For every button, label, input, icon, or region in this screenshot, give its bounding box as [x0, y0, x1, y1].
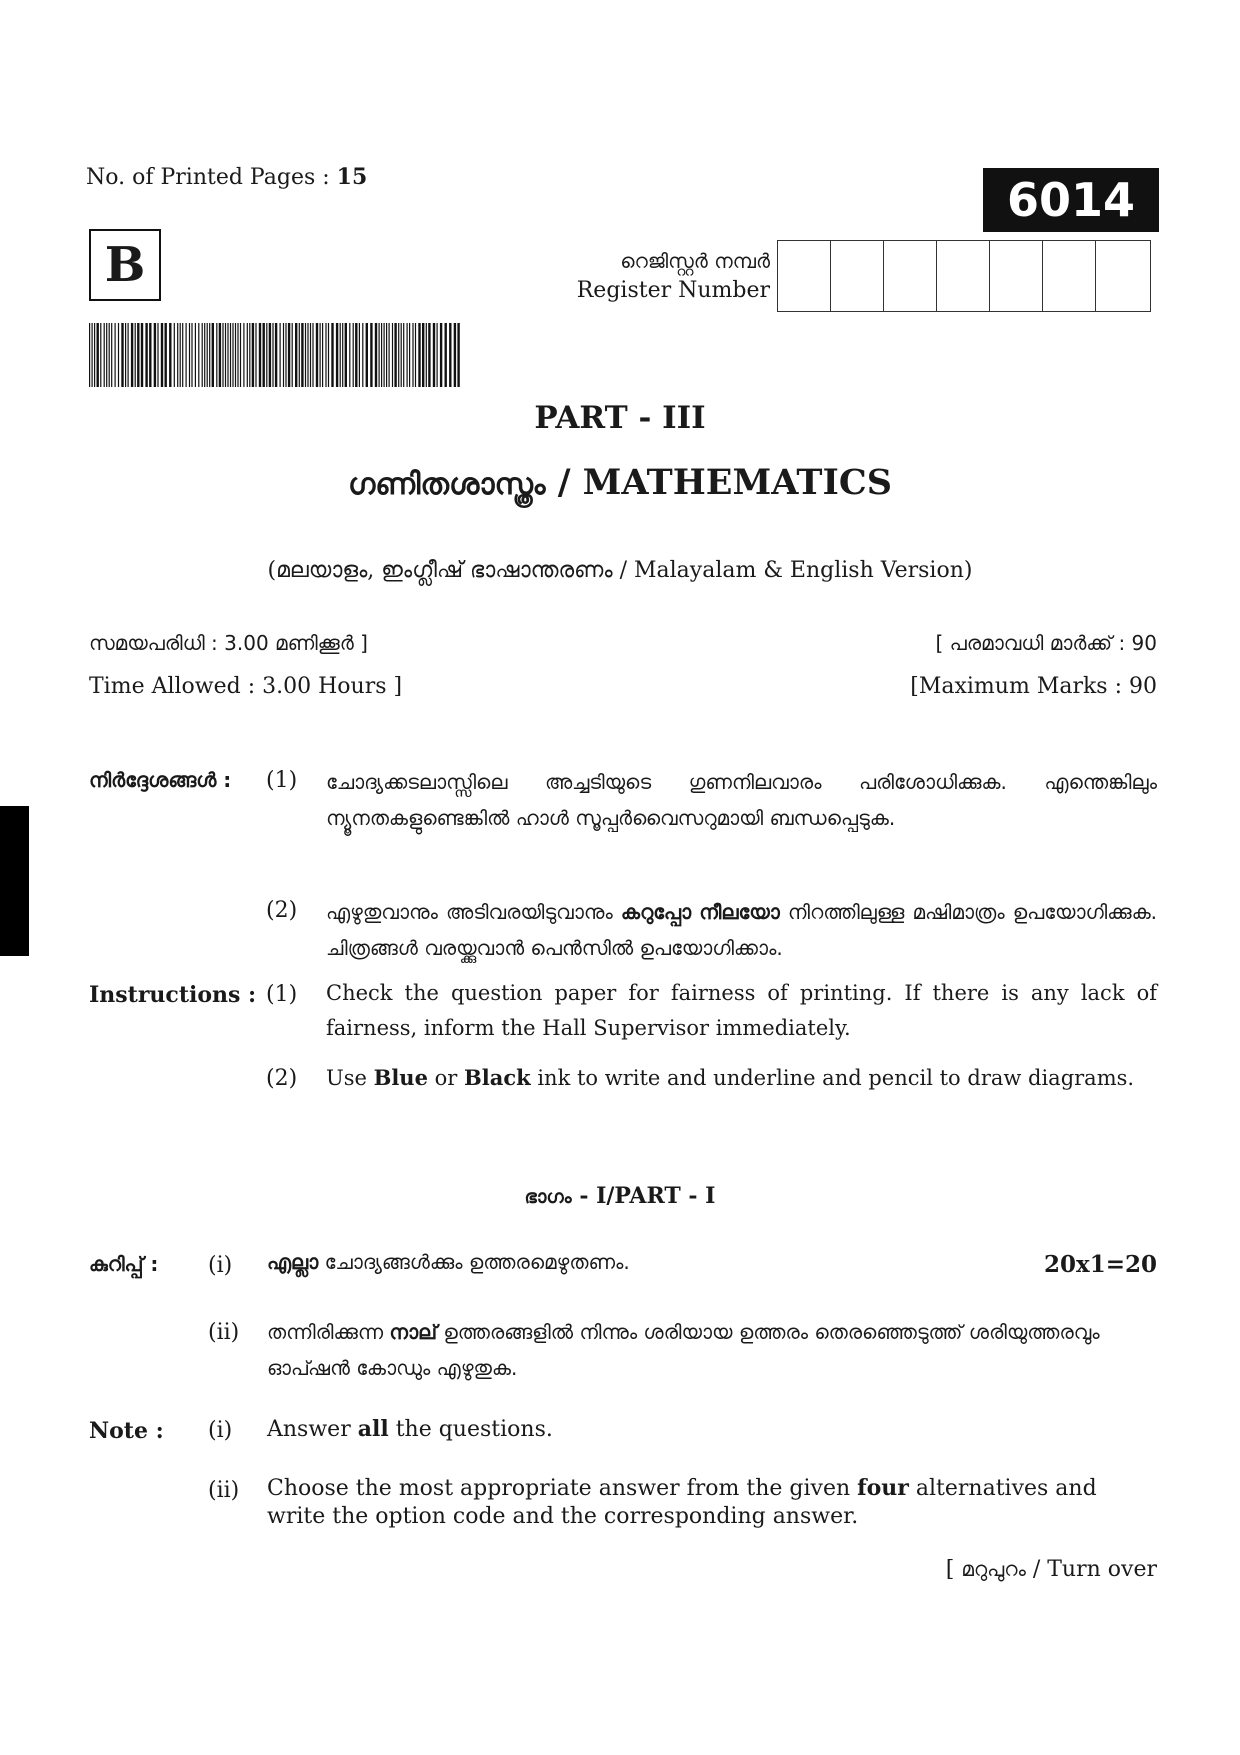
barcode-bar [272, 323, 273, 387]
barcode-bar [169, 323, 171, 387]
barcode-bar [235, 323, 236, 387]
barcode-bar [128, 323, 129, 387]
barcode-bar [219, 323, 221, 387]
barcode-bar [362, 323, 363, 387]
instruction-bold-black: കറുപ്പോ [620, 900, 692, 924]
printed-pages-label: No. of Printed Pages : [86, 165, 330, 190]
barcode-bar [331, 323, 333, 387]
barcode-bar [186, 323, 187, 387]
time-allowed-ml: സമയപരിധി : 3.00 മണിക്കൂർ ] [89, 631, 368, 655]
instructions-label-ml: നിർദ്ദേശങ്ങൾ : [89, 768, 232, 792]
instruction-bold-blue: Blue [373, 1065, 428, 1090]
barcode-bar [437, 323, 438, 387]
barcode-bar [445, 323, 447, 387]
barcode-bar [407, 323, 408, 387]
barcode-bar [207, 323, 208, 387]
max-marks-ml: [ പരമാവധി മാർക്ക് : 90 [935, 631, 1157, 655]
barcode-bar [394, 323, 396, 387]
barcode-bar [370, 323, 372, 387]
barcode-bar [269, 323, 271, 387]
subject-title-separator: / [557, 462, 571, 503]
max-marks-en: [Maximum Marks : 90 [910, 674, 1157, 699]
register-digit-box[interactable] [1043, 241, 1096, 311]
barcode-bar [149, 323, 151, 387]
barcode-bar [94, 323, 95, 387]
section-title-ml: ഭാഗം [524, 1186, 572, 1208]
barcode-bar [418, 323, 420, 387]
register-digit-box[interactable] [778, 241, 831, 311]
barcode-bar [225, 323, 226, 387]
time-marks-row-en [89, 674, 1157, 699]
barcode-bar [403, 323, 404, 387]
note-text-part: തന്നിരിക്കുന്ന [267, 1320, 390, 1344]
turn-over-bracket: [ [945, 1557, 962, 1582]
barcode-bar [247, 323, 248, 387]
barcode-bar [381, 323, 382, 387]
version-line: (മലയാളം, ഇംഗ്ലീഷ് ഭാഷാന്തരണം / Malayalam & English Version) [267, 558, 973, 583]
instruction-text-en-2 [326, 1060, 1157, 1096]
section-title-en: - I/PART - I [571, 1183, 716, 1209]
barcode-bar [157, 323, 158, 387]
paper-code-box: 6014 [983, 168, 1159, 232]
barcode-bar [263, 323, 265, 387]
register-digit-box[interactable] [937, 241, 990, 311]
barcode-bar [135, 323, 136, 387]
barcode-bar [283, 323, 284, 387]
register-number-grid[interactable] [777, 240, 1151, 312]
barcode-bar [182, 323, 183, 387]
barcode-bar [336, 323, 338, 387]
instruction-number: (1) [266, 982, 298, 1007]
barcode-bar [386, 323, 387, 387]
marks-scheme: 20x1=20 [1043, 1251, 1157, 1278]
barcode-bar [259, 323, 261, 387]
register-number-label [500, 246, 770, 306]
barcode-bar [457, 323, 459, 387]
note-text-en-2 [267, 1474, 1127, 1531]
barcode-bar [299, 323, 300, 387]
barcode-bar [422, 323, 424, 387]
barcode-bar [118, 323, 119, 387]
instruction-text-part: Use [326, 1066, 374, 1090]
register-label-en: Register Number [576, 278, 770, 303]
part-title: PART - III [534, 400, 706, 436]
barcode-bar [209, 323, 210, 387]
barcode-bar [440, 323, 442, 387]
instruction-text-ml-2 [326, 894, 1157, 966]
note-number: (ii) [208, 1478, 240, 1503]
barcode-bar [212, 323, 214, 387]
barcode-bar [322, 323, 323, 387]
barcode-bar [237, 323, 238, 387]
barcode-bar [398, 323, 399, 387]
barcode-bar [310, 323, 311, 387]
turn-over-label [800, 1557, 1157, 1582]
barcode-bar [415, 323, 416, 387]
barcode-bar [353, 323, 354, 387]
barcode-bar [392, 323, 393, 387]
barcode-image [89, 323, 463, 387]
barcode-bar [174, 323, 175, 387]
barcode-bar [100, 323, 101, 387]
barcode-bar [230, 323, 231, 387]
barcode-bar [195, 323, 196, 387]
barcode-bar [204, 323, 205, 387]
barcode-bar [89, 323, 90, 387]
series-code-box: B [89, 229, 161, 301]
note-bold-all: all [357, 1416, 389, 1442]
barcode-bar [305, 323, 306, 387]
note-bold-four: four [857, 1475, 909, 1501]
turn-over-en: / Turn over [1025, 1557, 1157, 1582]
register-digit-box[interactable] [990, 241, 1043, 311]
barcode-bar [222, 323, 223, 387]
note-text-part: the questions. [388, 1417, 553, 1442]
barcode-bar [312, 323, 313, 387]
subject-title-ml: ഗണിതശാസ്ത്രം [348, 467, 546, 502]
instruction-number: (2) [266, 1066, 298, 1091]
instruction-bold-blue: നീലയോ [699, 900, 780, 924]
time-allowed-en: Time Allowed : 3.00 Hours ] [89, 674, 403, 699]
barcode-bar [232, 323, 233, 387]
barcode-bar [92, 323, 93, 387]
subject-title [0, 462, 1240, 503]
note-text-part: alternatives and write the option code and the corresponding answer. [267, 1476, 1097, 1529]
barcode-bar [180, 323, 181, 387]
barcode-bar [359, 323, 360, 387]
barcode-bar [145, 323, 147, 387]
barcode-bar [433, 323, 435, 387]
barcode-bar [379, 323, 380, 387]
barcode-bar [202, 323, 203, 387]
note-label-en: Note : [89, 1418, 164, 1444]
barcode-bar [198, 323, 199, 387]
barcode-bar [106, 323, 107, 387]
barcode-bar [375, 323, 377, 387]
barcode-bar [97, 323, 99, 387]
barcode-bar [154, 323, 156, 387]
instruction-text-en-1: Check the question paper for fairness of printing. If there is any lack of fairness, inform the Hall Supervisor immediately. [326, 981, 1157, 1040]
barcode-bar [104, 323, 105, 387]
subject-title-en: MATHEMATICS [582, 462, 892, 503]
instruction-text-part: എഴുതുവാനും അടിവരയിടുവാനും [326, 900, 621, 924]
printed-pages-count: 15 [336, 164, 368, 190]
barcode-bar [115, 323, 116, 387]
note-text-part: Answer [267, 1417, 358, 1442]
barcode-bar [320, 323, 321, 387]
barcode-bar [454, 323, 456, 387]
turn-over-ml: മറുപുറം [961, 1557, 1026, 1581]
barcode-bar [243, 323, 244, 387]
register-digit-box[interactable] [884, 241, 937, 311]
barcode-bar [401, 323, 402, 387]
barcode-bar [449, 323, 451, 387]
barcode-bar [366, 323, 368, 387]
barcode-bar [340, 323, 341, 387]
register-digit-box[interactable] [831, 241, 884, 311]
barcode-bar [280, 323, 281, 387]
barcode-bar [292, 323, 293, 387]
note-number: (ii) [208, 1320, 240, 1345]
section-title [0, 1183, 1240, 1209]
barcode-bar [275, 323, 277, 387]
barcode-bar [161, 323, 163, 387]
barcode-bar [355, 323, 357, 387]
note-label-ml: കുറിപ്പ് : [89, 1252, 159, 1276]
instruction-number: (1) [266, 768, 298, 793]
barcode-bar [428, 323, 430, 387]
barcode-bar [249, 323, 250, 387]
barcode-bar [295, 323, 297, 387]
barcode-bar [111, 323, 112, 387]
side-registration-mark [0, 806, 29, 956]
barcode-bar [191, 323, 192, 387]
barcode-bar [252, 323, 254, 387]
instruction-number: (2) [266, 898, 298, 923]
barcode-bar [409, 323, 410, 387]
register-digit-box[interactable] [1096, 241, 1150, 311]
barcode-bar [384, 323, 385, 387]
barcode-bar [345, 323, 347, 387]
barcode-bar [137, 323, 139, 387]
barcode-bar [131, 323, 133, 387]
note-number: (i) [208, 1418, 233, 1443]
barcode-bar [389, 323, 390, 387]
instruction-text-part: or [427, 1066, 464, 1090]
barcode-bar [301, 323, 303, 387]
barcode-bar [328, 323, 329, 387]
note-text-part: Choose the most appropriate answer from the given [267, 1476, 858, 1501]
note-number: (i) [208, 1253, 233, 1278]
barcode-bar [349, 323, 350, 387]
barcode-bar [307, 323, 308, 387]
printed-pages-line [86, 164, 367, 190]
note-text-en-1 [267, 1416, 553, 1442]
barcode-bar [316, 323, 318, 387]
barcode-bar [288, 323, 290, 387]
note-bold-all: എല്ലാ [267, 1250, 319, 1274]
note-text-part: ചോദ്യങ്ങൾക്കും ഉത്തരമെഴുതണം. [318, 1250, 630, 1274]
barcode-bar [266, 323, 267, 387]
barcode-bar [165, 323, 167, 387]
instructions-label-en: Instructions : [89, 982, 257, 1008]
barcode-bar [240, 323, 241, 387]
instruction-bold-black: Black [463, 1065, 531, 1090]
barcode-bar [121, 323, 123, 387]
instruction-text-part: ink to write and underline and pencil to draw diagrams. [530, 1066, 1135, 1090]
barcode-bar [285, 323, 286, 387]
barcode-bar [141, 323, 143, 387]
barcode-bar [125, 323, 126, 387]
note-text-ml-1 [267, 1250, 630, 1274]
instruction-text-ml-1: ചോദ്യക്കടലാസ്സിലെ അച്ചടിയുടെ ഗുണനിലവാരം പരിശോധിക്കുക. എന്തെങ്കിലും ന്യൂനതകളുണ്ടെങ്കിൽ ഹാൾ സൂപ്പർവൈസറുമായി ബന്ധപ്പെടുക. [326, 770, 1157, 830]
note-text-part: ഉത്തരങ്ങളിൽ നിന്നും ശരിയായ ഉത്തരം തെരഞ്ഞെടുത്ത് ശരിയുത്തരവും ഓപ്ഷൻ കോഡും എഴുതുക. [267, 1320, 1100, 1380]
barcode-bar [109, 323, 110, 387]
barcode-bar [189, 323, 190, 387]
barcode-bar [325, 323, 326, 387]
note-bold-four: നാല് [389, 1320, 438, 1344]
barcode-bar [216, 323, 217, 387]
barcode-bar [255, 323, 256, 387]
instruction-text-part: നിറത്തിലുള്ള മഷിമാത്രം ഉപയോഗിക്കുക. ചിത്രങ്ങൾ വരയ്ക്കുവാൻ പെൻസിൽ ഉപയോഗിക്കാം. [326, 900, 1158, 960]
barcode-bar [227, 323, 228, 387]
note-text-ml-2 [267, 1314, 1127, 1386]
barcode-bar [342, 323, 343, 387]
barcode-bar [412, 323, 413, 387]
register-label-ml: റെജിസ്റ്റർ നമ്പർ [620, 249, 770, 273]
barcode-bar [426, 323, 427, 387]
barcode-bar [177, 323, 178, 387]
time-marks-row-ml [89, 631, 1157, 655]
